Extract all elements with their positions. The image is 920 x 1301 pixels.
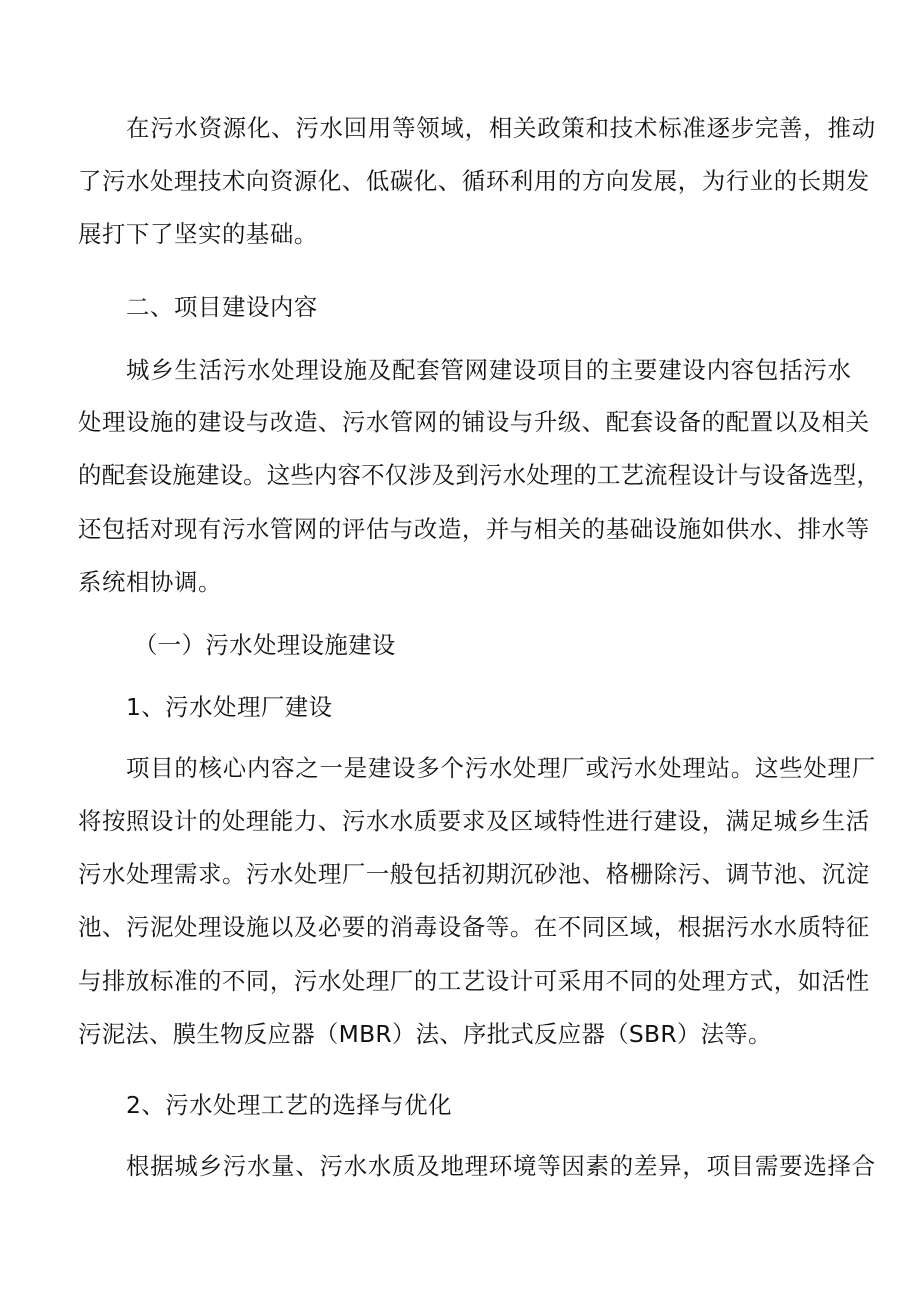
paragraph-3-line-6: 污泥法、膜生物反应器（MBR）法、序批式反应器（SBR）法等。 (78, 1020, 772, 1048)
paragraph-2-line-2: 处理设施的建设与改造、污水管网的铺设与升级、配套设备的配置以及相关 (78, 408, 870, 436)
paragraph-3-line-4: 池、污泥处理设施以及必要的消毒设备等。在不同区域，根据污水水质特征 (78, 913, 870, 941)
paragraph-2-line-1: 城乡生活污水处理设施及配套管网建设项目的主要建设内容包括污水 (126, 356, 852, 384)
paragraph-1-line-2: 了污水处理技术向资源化、低碳化、循环利用的方向发展，为行业的长期发 (78, 167, 870, 195)
item-2-title: 2、污水处理工艺的选择与优化 (126, 1091, 452, 1119)
section-heading: 二、项目建设内容 (126, 293, 318, 321)
paragraph-2-line-4: 还包括对现有污水管网的评估与改造，并与相关的基础设施如供水、排水等 (78, 515, 870, 543)
paragraph-3-line-3: 污水处理需求。污水处理厂一般包括初期沉砂池、格栅除污、调节池、沉淀 (78, 860, 870, 888)
paragraph-2-line-3: 的配套设施建设。这些内容不仅涉及到污水处理的工艺流程设计与设备选型， (78, 461, 881, 489)
paragraph-3-line-2: 将按照设计的处理能力、污水水质要求及区域特性进行建设，满足城乡生活 (78, 807, 870, 835)
paragraph-1-line-1: 在污水资源化、污水回用等领域，相关政策和技术标准逐步完善，推动 (126, 114, 876, 142)
paragraph-1-line-3: 展打下了坚实的基础。 (78, 220, 318, 248)
item-1-title: 1、污水处理厂建设 (126, 693, 333, 721)
paragraph-2-line-5: 系统相协调。 (78, 568, 222, 596)
paragraph-4-line-1: 根据城乡污水量、污水水质及地理环境等因素的差异，项目需要选择合 (126, 1152, 876, 1180)
subsection-heading: （一）污水处理设施建设 (134, 631, 396, 659)
paragraph-3-line-5: 与排放标准的不同，污水处理厂的工艺设计可采用不同的处理方式，如活性 (78, 967, 870, 995)
paragraph-3-line-1: 项目的核心内容之一是建设多个污水处理厂或污水处理站。这些处理厂 (126, 754, 876, 782)
